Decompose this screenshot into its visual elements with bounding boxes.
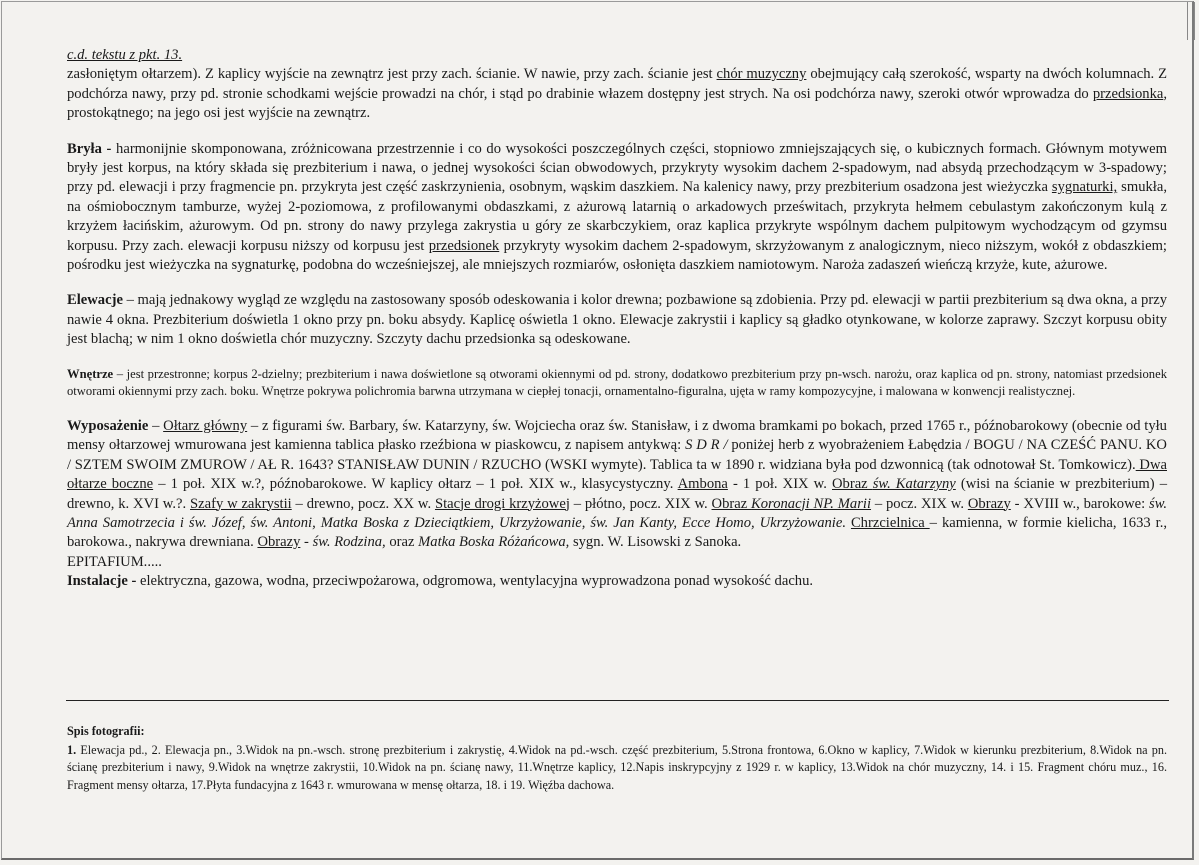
dash-2: - xyxy=(300,534,313,551)
photo-list xyxy=(67,742,1167,794)
term-chrzcielnica: Chrzcielnica xyxy=(850,514,930,531)
obrazy-list: św. Anna Samotrzecia i św. Józef, św. Antoni, Matka Boska z Dzieciątkiem, Ukrzyżowanie, św. Jan Kanty, Ecce Homo, Ukrzyżowanie. xyxy=(67,495,1167,531)
photo-list-section xyxy=(67,723,1167,794)
continuation-note xyxy=(67,46,1167,65)
intro-text-2: obejmujący całą szerokość, wsparty na dwóch kolumnach. Z podchórza nawy, przy pd. stronie schodkami wejście prowadzi na chór, i stąd po drabinie włazem dostępny jest strych. Na osi podchórza nawy, szeroki otwór wprowadza do xyxy=(67,66,1167,102)
term-przedsionek: przedsionek xyxy=(428,237,500,254)
term-obraz-1: Obraz xyxy=(832,476,873,493)
instalacje-label: Instalacje - xyxy=(67,573,137,590)
photo-list-text: Elewacja pd., 2. Elewacja pn., 3.Widok na pn.-wsch. stronę prezbiterium i zakrystię, 4.Widok na pd.-wsch. część prezbiterium, 5.Strona frontowa, 6.Okno w kaplicy, 7.Widok w kierunku prezbiterium, 8.Widok na pn. ścianę prezbiterium i nawy, 9.Widok na wnętrze zakrystii, 10.Widok na pn. ścianę nawy, 11.Wnętrze kaplicy, 12.Napis inskrypcyjny z 1929 r. w kaplicy, 13.Widok na chór muzyczny, 14. i 15. Fragment chóru muz., 16. Fragment mensy ołtarza, 17.Płyta fundacyjna z 1643 r. wmurowana w mensę ołtarza, 18. i 19. Więźba dachowa. xyxy=(67,743,1167,792)
epitafium-line: EPITAFIUM..... xyxy=(67,553,162,570)
wnetrze-paragraph xyxy=(67,366,1167,401)
matka-boska-rozancowa: Matka Boska Różańcowa, xyxy=(418,534,570,551)
scan-edge-mark xyxy=(1187,2,1195,40)
instalacje-text: elektryczna, gazowa, wodna, przeciwpożarowa, odgromowa, wentylacyjna wyprowadzona ponad wysokość dachu. xyxy=(136,573,814,590)
term-stacje: Stacje drogi krzyżowej xyxy=(434,495,570,512)
inscription-sdr: S D R / xyxy=(685,437,728,454)
elewacje-label: Elewacje xyxy=(67,292,123,309)
term-obraz-2: Obraz xyxy=(711,495,752,512)
term-obrazy-2: Obrazy xyxy=(257,534,301,551)
intro-text-3: , prostokątnego; na jego osi jest wyjście na zewnątrz. xyxy=(67,85,1167,122)
term-szafy: Szafy w zakrystii xyxy=(190,495,292,512)
term-ambona: Ambona xyxy=(677,476,728,493)
wyposazenie-text-4: - 1 poł. XIX w. xyxy=(727,476,832,493)
bryla-text-3: przykryty wysokim dachem 2-spadowym, skrzyżowanym z analogicznym, nieco niższym, wokół z obdaszkiem; pośrodku jest wieżyczka na sygnaturkę, podobna do wcześniejszej, ale mniejszych rozmiarów, osłonięta daszkiem namiotowym. Naroża zadaszeń wieńczą krzyże, kute, ażurowe. xyxy=(67,237,1167,274)
wyposazenie-text-14: sygn. W. Lisowski z Sanoka. xyxy=(569,534,742,551)
continuation-link: c.d. tekstu z pkt. 13. xyxy=(67,47,183,63)
dash: – xyxy=(148,417,164,434)
wyposazenie-text-2: poniżej herb z wyobrażeniem Łabędzia / BOGU / NA CZEŚĆ PANU. KO / SZTEM SWOIM ZMUROW / AŁ R. 1643? STANISŁAW DUNIN / RZUCHO (WSKI wymyte). Tablica ta w 1890 r. widziana była pod dzwonnicą (tak odnotował St. Tomkowicz). xyxy=(67,437,1167,473)
wyposazenie-text-7: – płótno, pocz. XIX w. xyxy=(569,495,712,512)
photo-list-title: Spis fotografii: xyxy=(67,724,145,738)
term-przedsionka: przedsionka xyxy=(1092,85,1164,102)
term-sw-katarzyny: św. Katarzyny xyxy=(872,476,956,493)
bryla-label: Bryła - xyxy=(67,140,112,157)
wyposazenie-label: Wyposażenie xyxy=(67,417,149,434)
term-oltarz-glowny: Ołtarz główny xyxy=(163,417,248,434)
bryla-text-2: smukła, na ośmiobocznym tamburze, wyżej 2-poziomowa, z profilowanymi obdaszkami, z ażurową latarnią o arkadowych prześwitach, przykryta hełmem cebulastym zakończonym kulą z krzyżem łacińskim, ażurowym. Od pn. strony do nawy przylega zakrystia u góry ze skarbczykiem, oraz kaplica przykryte wspólnym dachem pulpitowym wychodzącym od gzymsu korpusu. Przy zach. elewacji korpusu niższy od korpusu jest xyxy=(67,179,1167,254)
sw-rodzina: św. Rodzina, xyxy=(312,534,386,551)
intro-text-1: zasłoniętym ołtarzem). Z kaplicy wyjście na zewnątrz jest przy zach. ścianie. W nawie, przy zach. ścianie jest xyxy=(67,66,717,83)
wyposazenie-paragraph xyxy=(67,417,1167,553)
elewacje-text: – mają jednakowy wygląd ze względu na zastosowany sposób odeskowania i kolor drewna; pozbawione są zdobienia. Przy pd. elewacji w partii prezbiterium są dwa okna, a przy nawie 4 okna. Prezbiterium doświetla 1 okno przy pn. boku absydy. Kaplicę oświetla 1 okno. Elewacje zakrystii i kaplicy są gładko otynkowane, w kolorze zaprawy. Szczyt korpusu obity jest blachą; w nim 1 okno doświetla chór muzyczny. Szczyty dachu przedsionka są odeskowane. xyxy=(67,292,1167,348)
wyposazenie-text-3: – 1 poł. XIX w.?, późnobarokowe. W kaplicy ołtarz – 1 poł. XIX w., klasycystyczny. xyxy=(153,476,678,493)
wyposazenie-text-11: – kamienna, w formie kielicha, 1633 r., barokowa., nakrywa drewniana. xyxy=(67,514,1167,551)
wyposazenie-text-1: – z figurami św. Barbary, św. Katarzyny, św. Wojciecha oraz św. Stanisław, i z dwoma bramkami po bokach, przed 1765 r., późnobarokowy (obecnie od tyłu mensy ołtarzowej wmurowana jest kamienna tablica płasko rzeźbiona w piaskowcu, z napisem antykwą: xyxy=(67,417,1167,454)
bryla-text-1: harmonijnie skomponowana, zróżnicowana przestrzennie i co do wysokości poszczególnych części, stopniowo zmniejszających się, o kubicznych formach. Głównym motywem bryły jest korpus, na który składa się prezbiterium i nawa, o jednej wysokości ścian obwodowych, przykryty wysokim dachem 2-spadowym, nad absydą przechodzącym w 3-spadowy; przy pd. elewacji i przy fragmencie pn. przykryta jest część zaskrzynienia, osobnym, wąskim daszkiem. Na kalenicy nawy, przy prezbiterium osadzona jest wieżyczka xyxy=(67,140,1167,196)
elewacje-paragraph xyxy=(67,291,1167,349)
term-dwa-oltarze: Dwa ołtarze boczne xyxy=(67,456,1167,493)
wyposazenie-text-9: - XVIII w., barokowe: xyxy=(1010,495,1150,512)
term-sygnaturki: sygnaturki, xyxy=(1051,179,1118,196)
photo-list-first-num: 1. xyxy=(67,743,77,758)
bryla-paragraph xyxy=(67,140,1167,276)
wyposazenie-text-6: – drewno, pocz. XX w. xyxy=(291,495,435,512)
document-body xyxy=(67,46,1167,592)
wnetrze-label: Wnętrze xyxy=(67,366,114,381)
instalacje-paragraph xyxy=(67,572,1167,591)
term-obrazy: Obrazy xyxy=(967,495,1011,512)
term-chor-muzyczny: chór muzyczny xyxy=(716,66,807,83)
oraz: oraz xyxy=(385,534,419,551)
wyposazenie-text-5: (wisi na ścianie w prezbiterium) – drewno, k. XVI w.?. xyxy=(67,476,1168,512)
term-koronacji: Koronacji NP. Marii xyxy=(751,495,872,512)
wyposazenie-text-8: – pocz. XIX w. xyxy=(871,495,968,512)
intro-paragraph xyxy=(67,65,1167,123)
section-divider xyxy=(66,700,1169,701)
wnetrze-text: – jest przestronne; korpus 2-dzielny; prezbiterium i nawa doświetlone są otworami okiennymi od pd. strony, dodatkowo prezbiterium przy pn-wsch. narożu, oraz kaplica od pn. strony, natomiast przedsionek otworami okiennymi przy zach. boku. Wnętrze pokrywa polichromia barwna utrzymana w ciepłej tonacji, ornamentalno-figuralna, ujęta w ramy kompozycyjne, i malowana w konwencji realistycznej. xyxy=(67,366,1167,399)
